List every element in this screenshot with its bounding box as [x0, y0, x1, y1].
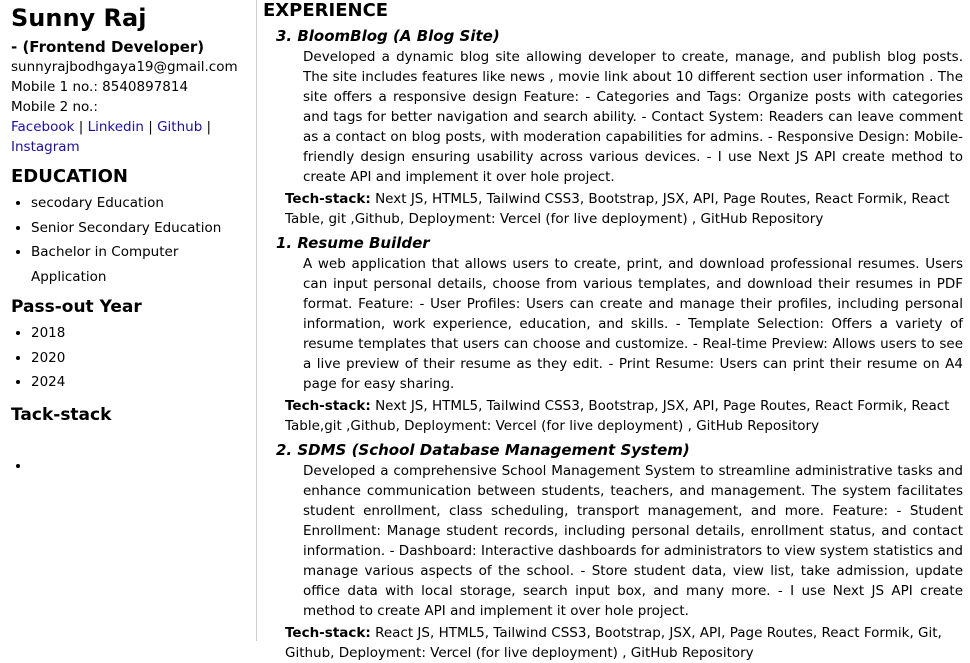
education-list	[11, 191, 256, 289]
project-tech-stack	[285, 623, 963, 663]
list-item: • Bachelor in Computer Application	[31, 240, 256, 289]
link-separator: |	[143, 119, 158, 135]
profile-role: - (Frontend Developer)	[11, 38, 205, 56]
profile-name: Sunny Raj	[11, 4, 147, 32]
linkedin-link[interactable]: Linkedin	[87, 119, 144, 135]
facebook-link[interactable]: Facebook	[11, 119, 75, 135]
project-entry	[263, 26, 963, 229]
techstack-list	[11, 454, 256, 479]
project-description: Developed a comprehensive School Management System to streamline administrative tasks and enhance communication between students, teachers, and management. The system facilitates student enrollment, class scheduling, transport management, and more. Feature: - Student Enrollment: Manage student records, including personal details, enrollment status, and contact information. - Dashboard: Interactive dashboards for administrators to view system statistics and manage various aspects of the school. - Store student data, view list, take admission, update office data with local storage, search input box, and many more. - I use Next JS API create method to create API and implement it over hole project.	[303, 463, 963, 619]
list-item: • secodary Education	[31, 191, 256, 216]
tech-label: Tech-stack:	[285, 191, 371, 207]
project-entry	[263, 440, 963, 663]
project-entry	[263, 233, 963, 436]
tech-value: Next JS, HTML5, Tailwind CSS3, Bootstrap, JSX, API, Page Routes, React Formik, React Table,git ,Github, Deployment: Vercel (for live deployment) , GitHub Repository	[285, 398, 950, 434]
tech-value: Next JS, HTML5, Tailwind CSS3, Bootstrap, JSX, API, Page Routes, React Formik, React Table, git ,Github, Deployment: Vercel (for live deployment) , GitHub Repository	[285, 191, 950, 227]
link-separator: |	[74, 119, 88, 135]
social-links	[11, 117, 251, 157]
main-content	[263, 0, 963, 661]
email-text: sunnyrajbodhgaya19@gmail.com	[11, 59, 238, 75]
education-heading: EDUCATION	[11, 166, 128, 187]
list-item: • 2020	[31, 346, 256, 371]
passout-list	[11, 321, 256, 395]
techstack-heading: Tack-stack	[11, 404, 112, 425]
tech-label: Tech-stack:	[285, 625, 371, 641]
instagram-link[interactable]: Instagram	[11, 139, 80, 155]
tech-value: React JS, HTML5, Tailwind CSS3, Bootstrap, JSX, API, Page Routes, React Formik, Git, Github, Deployment: Vercel (for live deployment) , GitHub Repository	[285, 625, 942, 661]
github-link[interactable]: Github	[157, 119, 203, 135]
mobile-2-text: Mobile 2 no.:	[11, 99, 98, 115]
passout-heading: Pass-out Year	[11, 297, 142, 317]
project-description: Developed a dynamic blog site allowing developer to create, manage, and publish blog posts. The site includes features like news , movie link about 10 different section user information . The site offers a responsive design Feature: - Categories and Tags: Organize posts with categories and tags for better navigation and search ability. - Contact System: Readers can leave comment as a contact on blog posts, with moderation capabilities for admins. - Responsive Design: Mobile-friendly design ensuring usability across various devices. - I use Next JS API create method to create API and implement it over hole project.	[303, 49, 963, 185]
project-title: 2. SDMS (School Database Management System)	[276, 441, 690, 459]
project-description: A web application that allows users to create, print, and download professional resumes. Users can input personal details, choose from various templates, and download their resumes in PDF format. Feature: - User Profiles: Users can create and manage their profiles, including personal information, work experience, education, and skills. - Template Selection: Offers a variety of resume templates that users can choose and customize. - Real-time Preview: Allows users to see a live preview of their resume as they edit. - Print Resume: Users can print their resume on A4 page for easy sharing.	[303, 256, 963, 392]
project-title: 3. BloomBlog (A Blog Site)	[276, 27, 500, 45]
link-separator: |	[202, 119, 212, 135]
mobile-1-text: Mobile 1 no.: 8540897814	[11, 79, 189, 95]
list-item: • Senior Secondary Education	[31, 216, 256, 241]
project-tech-stack	[285, 189, 963, 229]
list-item: • 2018	[31, 321, 256, 346]
list-item: • 2024	[31, 370, 256, 395]
list-item	[31, 454, 256, 479]
project-title: 1. Resume Builder	[276, 234, 430, 252]
tech-label: Tech-stack:	[285, 398, 371, 414]
project-tech-stack	[285, 396, 963, 436]
experience-heading: EXPERIENCE	[263, 0, 389, 21]
sidebar	[0, 0, 257, 641]
